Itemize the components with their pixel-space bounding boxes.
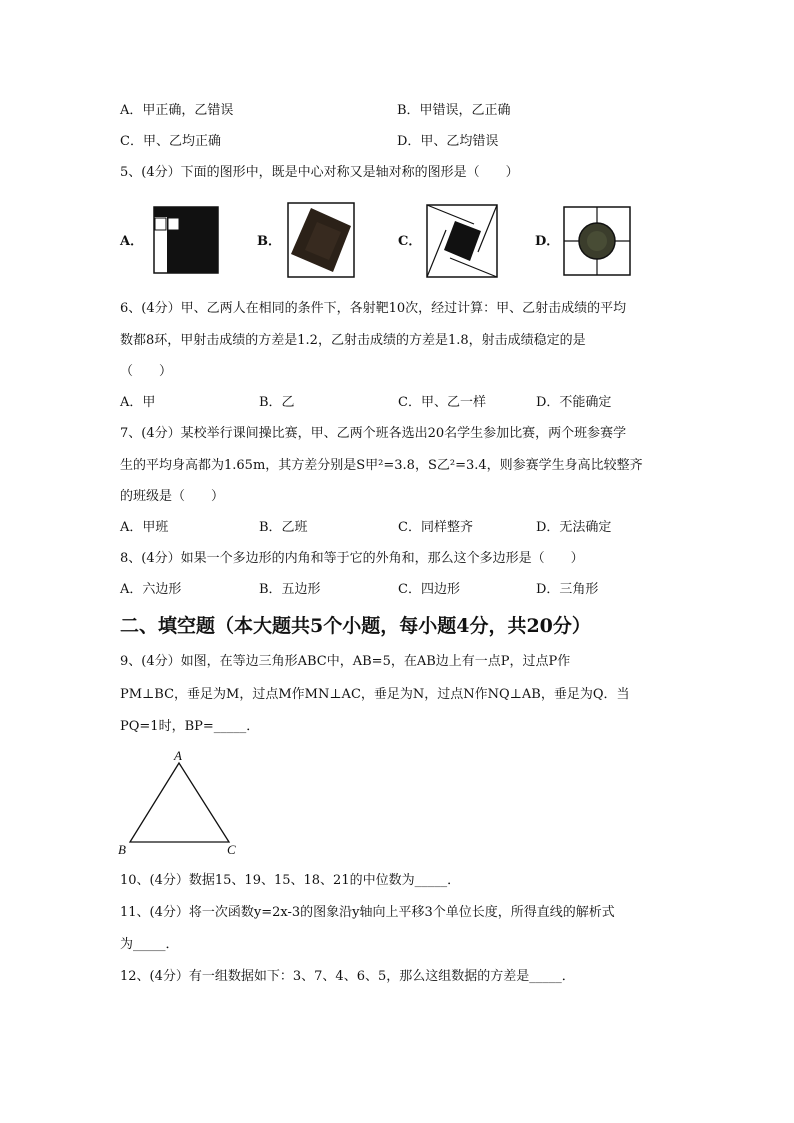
- q6-option-c: C．甲、乙一样: [398, 395, 486, 410]
- q7-option-b: B．乙班: [259, 520, 308, 535]
- q8-option-c: C．四边形: [398, 582, 460, 597]
- q6-option-a: A．甲: [120, 395, 156, 410]
- q4-option-c: C．甲、乙均正确: [120, 134, 221, 149]
- q9-line-3: PQ=1时，BP=_____．: [120, 719, 260, 734]
- q6-line-2: 数都8环，甲射击成绩的方差是1.2，乙射击成绩的方差是1.8，射击成绩稳定的是: [120, 333, 586, 348]
- q6-line-1: 6、(4分）甲、乙两人在相同的条件下，各射靶10次，经过计算：甲、乙射击成绩的平均: [120, 301, 627, 316]
- q9-line-2: PM⊥BC，垂足为M，过点M作MN⊥AC，垂足为N，过点N作NQ⊥AB，垂足为Q．当: [120, 687, 630, 702]
- q6-option-b: B．乙: [259, 395, 295, 410]
- q10-stem: 10、(4分）数据15、19、15、18、21的中位数为_____．: [120, 873, 461, 888]
- q11-line-1: 11、(4分）将一次函数y=2x-3的图象沿y轴向上平移3个单位长度，所得直线的解析式: [120, 905, 615, 920]
- q7-line-2: 生的平均身高都为1.65m，其方差分别是S甲²=3.8，S乙²=3.4，则参赛学生身高比较整齐: [120, 458, 643, 473]
- q4-option-d: D．甲、乙均错误: [397, 134, 499, 149]
- q12-stem: 12、(4分）有一组数据如下：3、7、4、6、5，那么这组数据的方差是_____．: [120, 969, 575, 984]
- q7-option-d: D．无法确定: [536, 520, 612, 535]
- triangle-abc: [130, 763, 229, 842]
- q9-triangle-figure: [110, 745, 250, 860]
- q7-line-3: 的班级是（ ）: [120, 489, 225, 504]
- q6-option-d: D．不能确定: [536, 395, 612, 410]
- q8-stem: 8、(4分）如果一个多边形的内角和等于它的外角和，那么这个多边形是（ ）: [120, 551, 584, 566]
- q5-label-a: A．: [120, 234, 144, 249]
- q7-option-c: C．同样整齐: [398, 520, 473, 535]
- q5-figure-b: [287, 202, 355, 278]
- q5-figure-c: [426, 204, 498, 278]
- q5-label-c: C．: [398, 234, 422, 249]
- q5-stem: 5、(4分）下面的图形中，既是中心对称又是轴对称的图形是（ ）: [120, 165, 519, 180]
- vertex-a-label: A: [174, 748, 182, 763]
- vertex-c-label: C: [227, 842, 236, 857]
- q5-figure-a: [153, 206, 219, 274]
- q5-figure-d: [563, 206, 631, 276]
- q9-line-1: 9、(4分）如图，在等边三角形ABC中，AB=5，在AB边上有一点P，过点P作: [120, 654, 571, 669]
- q8-option-d: D．三角形: [536, 582, 599, 597]
- q7-line-1: 7、(4分）某校举行课间操比赛，甲、乙两个班各选出20名学生参加比赛，两个班参赛学: [120, 426, 627, 441]
- vertex-b-label: B: [118, 842, 126, 857]
- q8-option-a: A．六边形: [120, 582, 182, 597]
- q5-label-b: B．: [257, 234, 281, 249]
- q11-line-2: 为_____．: [120, 937, 179, 952]
- q5-label-d: D．: [535, 234, 560, 249]
- q6-line-3: （ ）: [120, 364, 173, 379]
- q7-option-a: A．甲班: [120, 520, 169, 535]
- q4-option-b: B．甲错误，乙正确: [397, 103, 511, 118]
- q4-option-a: A．甲正确，乙错误: [120, 103, 234, 118]
- q8-option-b: B．五边形: [259, 582, 321, 597]
- section-2-heading: 二、填空题（本大题共5个小题，每小题4分，共20分）: [120, 615, 591, 637]
